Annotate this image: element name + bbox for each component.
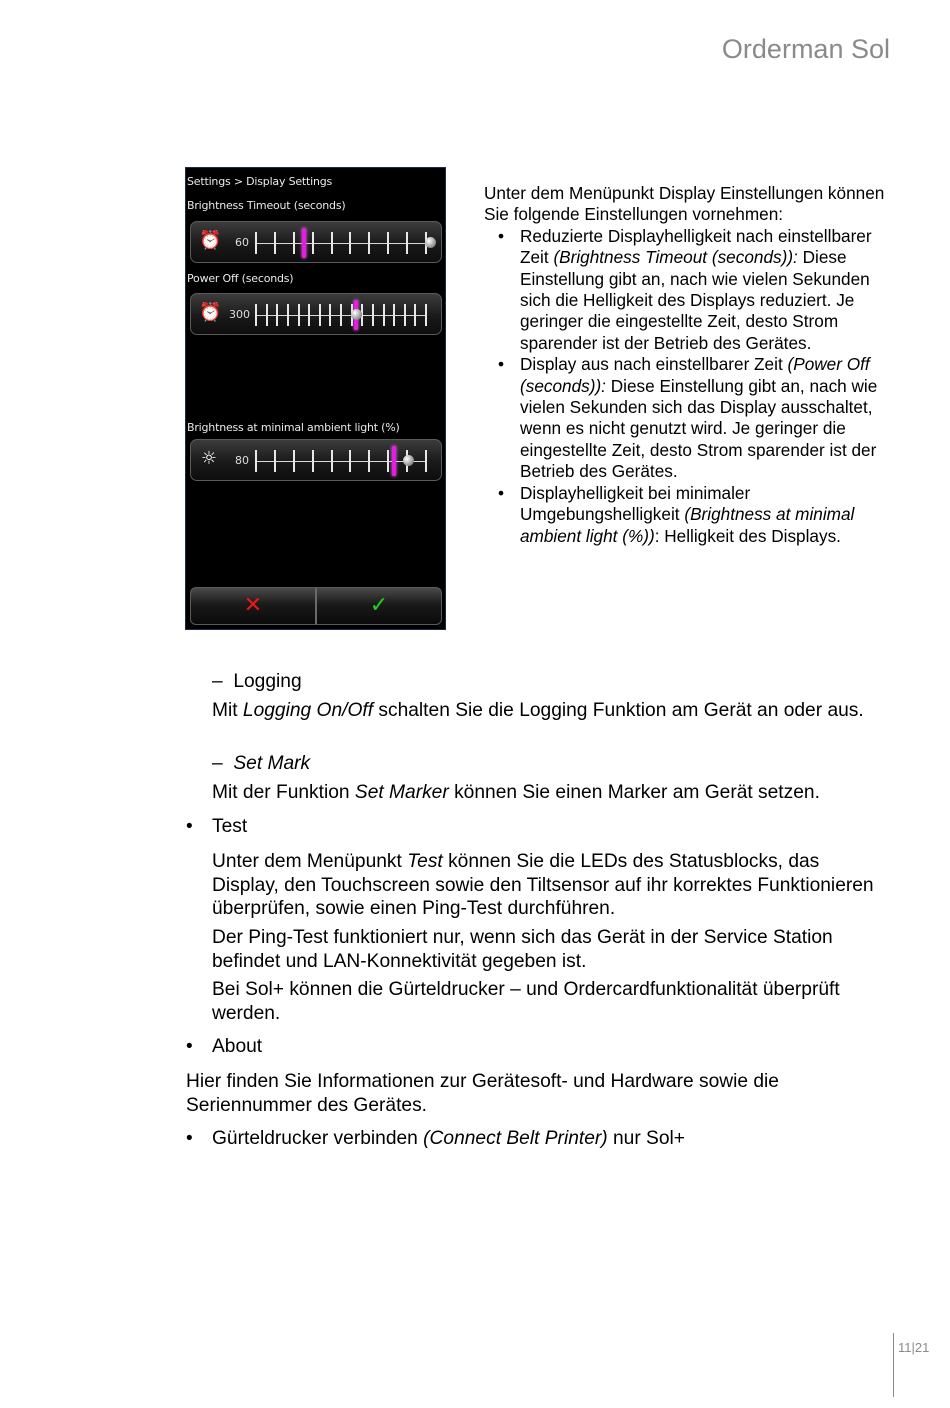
display-settings-list (484, 226, 894, 547)
check-icon: ✓ (369, 593, 389, 618)
slider-knob[interactable] (425, 237, 436, 248)
bullet: • (186, 1128, 193, 1149)
bullet: • (186, 1036, 193, 1057)
list-item: • Reduzierte Displayhelligkeit nach einstellbarer Zeit (Brightness Timeout (seconds)): Diese Einstellung gibt an, nach wie vielen Sekunden sich die Helligkeit des Displays reduziert. Je geringer die eingestellte Zeit, desto Strom sparender ist der Betrieb des Gerätes. (484, 226, 894, 354)
test-paragraph-1: Unter dem Menüpunkt Test können Sie die LEDs des Statusblocks, das Display, den Touchscreen sowie den Tiltsensor auf ihr korrektes Funktionieren überprüfen, sowie einen Ping-Test durchführen. (212, 851, 874, 919)
power-off-slider[interactable] (190, 293, 442, 335)
slider-knob[interactable] (351, 309, 362, 320)
intro-lead: Unter dem Menüpunkt Display Einstellungen können Sie folgende Einstellungen vornehmen: (484, 183, 885, 225)
brightness-timeout-slider[interactable] (190, 221, 442, 263)
about-paragraph: Hier finden Sie Informationen zur Gerätesoft- und Hardware sowie die Seriennummer des Gerätes. (186, 1071, 779, 1116)
logging-heading: – Logging (212, 671, 302, 692)
confirm-button[interactable] (315, 588, 441, 624)
dialog-button-bar (190, 587, 442, 625)
list-item: • Display aus nach einstellbarer Zeit (Power Off (seconds)): Diese Einstellung gibt an, nach wie vielen Sekunden sich das Display ausschaltet, wenn es nicht genutzt wird. Je geringer die eingestellte Zeit, desto Strom sparender ist der Betrieb des Gerätes. (484, 354, 894, 482)
about-heading: About (212, 1036, 263, 1057)
page-number-rule (893, 1333, 894, 1397)
sun-icon: ☼ (200, 448, 218, 469)
ambient-light-slider[interactable] (190, 439, 442, 481)
set-mark-heading: – Set Mark (212, 753, 311, 774)
set-mark-paragraph: Mit der Funktion Set Marker können Sie einen Marker am Gerät setzen. (212, 782, 820, 803)
device-breadcrumb: Settings > Display Settings (187, 175, 333, 188)
test-heading: Test (212, 816, 248, 837)
ambient-light-label: Brightness at minimal ambient light (%) (187, 421, 400, 434)
alarm-clock-icon: ⏰ (199, 230, 222, 251)
alarm-clock-icon: ⏰ (199, 302, 222, 323)
slider-ticks (255, 450, 427, 472)
cancel-button[interactable] (191, 588, 315, 624)
test-paragraph-3: Bei Sol+ können die Gürteldrucker – und Ordercardfunktionalität überprüft werden. (212, 979, 840, 1024)
device-screenshot (185, 167, 446, 630)
slider-ticks (255, 304, 427, 326)
display-settings-description (484, 183, 894, 547)
page-number: 11|21 (898, 1340, 930, 1355)
slider-marker[interactable] (302, 228, 306, 258)
ambient-light-value: 80 (235, 454, 249, 467)
test-paragraph-2: Der Ping-Test funktioniert nur, wenn sich das Gerät in der Service Station befindet und LAN-Konnektivität gegeben ist. (212, 927, 833, 972)
power-off-label: Power Off (seconds) (187, 272, 294, 285)
slider-marker[interactable] (392, 446, 396, 476)
list-item: • Displayhelligkeit bei minimaler Umgebungshelligkeit (Brightness at minimal ambient light (%)): Helligkeit des Displays. (484, 483, 894, 547)
bullet: • (186, 816, 193, 837)
header-title: Orderman Sol (721, 34, 890, 64)
belt-printer-item: Gürteldrucker verbinden (Connect Belt Printer) nur Sol+ (212, 1128, 685, 1149)
brightness-timeout-value: 60 (235, 236, 249, 249)
logging-paragraph: Mit Logging On/Off schalten Sie die Logging Funktion am Gerät an oder aus. (212, 700, 864, 721)
x-icon: ✕ (243, 593, 263, 618)
power-off-value: 300 (229, 308, 250, 321)
slider-ticks (255, 232, 427, 254)
brightness-timeout-label: Brightness Timeout (seconds) (187, 199, 346, 212)
